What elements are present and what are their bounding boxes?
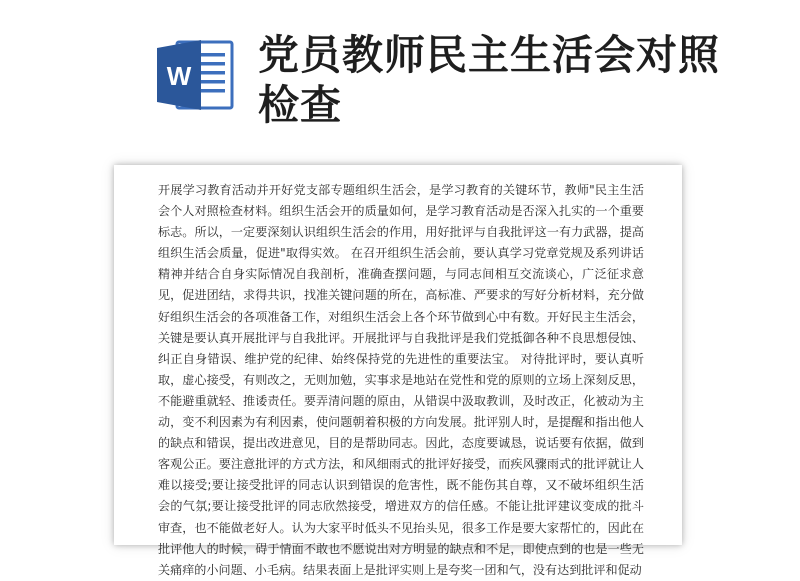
document-title: 党员教师民主生活会对照检查 <box>258 31 720 129</box>
document-page-preview <box>114 165 682 577</box>
word-icon-letter: W <box>166 61 192 91</box>
word-document-icon <box>153 33 237 117</box>
document-body-text: 开展学习教育活动并开好党支部专题组织生活会，是学习教育的关键环节，教师"民主生活会个人对照检查材料。组织生活会开的质量如何，是学习教育活动是否深入扎实的一个重要标志。所以，一定要深刻认识组织生活会的作用，用好批评与自我批评这一有力武器，提高组织生活会质量，促进"取得实效。 在召开组织生活会前，要认真学习党章党规及系列讲话精神并结合自身实际情况自我剖析，准确查摆问题，与同志间相互交流谈心，广泛征求意见，促进团结，求得共识，找准关键问题的所在，高标准、严要求的写好分析材料，充分做好组织生活会的各项准备工作，对组织生活会上各个环节做到心中有数。开好民主生活会，关键是要认真开展批评与自我批评。开展批评与自我批评是我们党抵御各种不良思想侵蚀、纠正自身错误、维护党的纪律、始终保持党的先进性的重要法宝。 对待批评时，要认真听取，虚心接受，有则改之，无则加勉，实事求是地站在党性和党的原则的立场上深刻反思，不能避重就轻、推诿责任。要弄清问题的原由，从错误中汲取教训，及时改正，化被动为主动，变不利因素为有利因素，使问题朝着积极的方向发展。批评别人时，是提醒和指出他人的缺点和错误，提出改进意见，目的是帮助同志。因此，态度要诚恳，说话要有依据，做到客观公正。要注意批评的方式方法，和风细雨式的批评好接受，而疾风骤雨式的批评就让人难以接受;要让接受批评的同志认识到错误的危害性，既不能伤其自尊，又不破坏组织生活会的气氛;要让接受批评的同志欣然接受，增进双方的信任感。不能让批评建议变成的批斗审查，也不能做老好人。认为大家平时低头不见抬头见，很多工作是要大家帮忙的，因此在批评他人的时候，碍于情面不敢也不愿说出对方明显的缺点和不足，即使点到的也是一些无关痛痒的小问题、小毛病。结果表面上是批评实则上是夸奖一团和气，没有达到批评和促动 <box>158 183 644 577</box>
